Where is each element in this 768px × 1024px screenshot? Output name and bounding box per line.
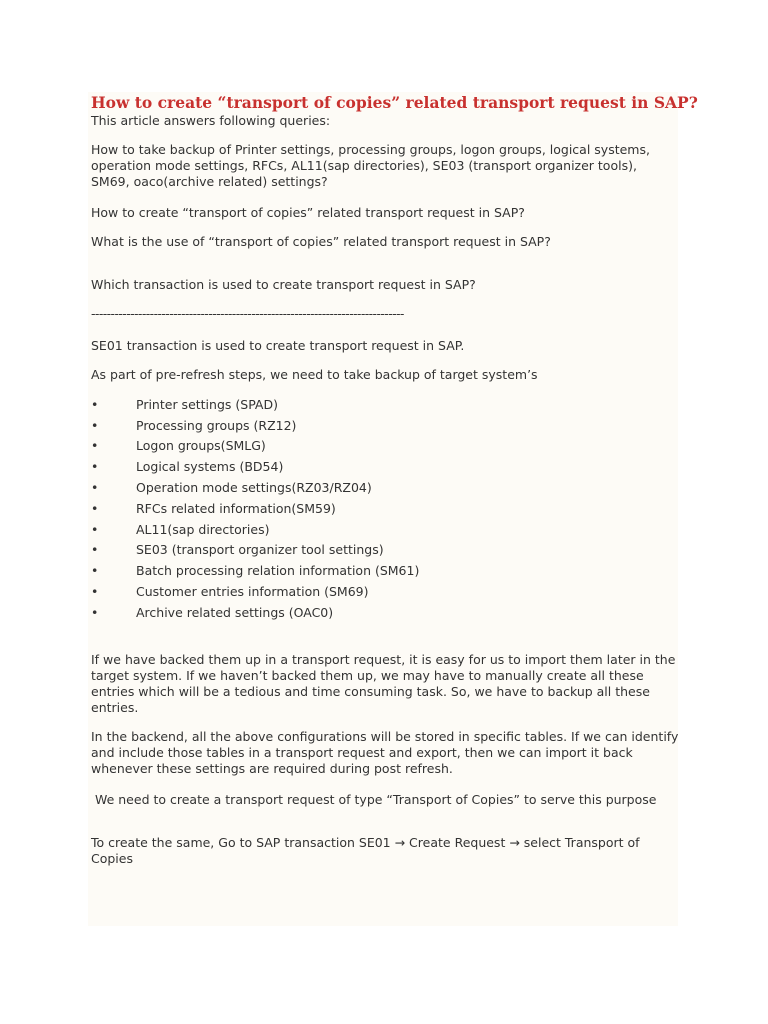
bullet-icon: • [91, 584, 99, 599]
answer-text: SE01 transaction is used to create transport request in SAP. [91, 338, 465, 353]
bullet-icon: • [91, 397, 99, 412]
list-item-label: SE03 (transport organizer tool settings) [136, 542, 384, 557]
backup-intro: As part of pre-refresh steps, we need to take backup of target system’s [91, 367, 538, 382]
list-item [91, 605, 571, 621]
list-item [91, 501, 571, 517]
list-item [91, 563, 571, 579]
list-item [91, 584, 571, 600]
list-item [91, 438, 571, 454]
paragraph-transport-type: We need to create a transport request of type “Transport of Copies” to serve this purpose [91, 792, 657, 807]
list-item-label: Archive related settings (OAC0) [136, 605, 334, 620]
list-item-label: Printer settings (SPAD) [136, 397, 278, 412]
list-item-label: Operation mode settings(RZ03/RZ04) [136, 480, 372, 495]
list-item [91, 418, 571, 434]
list-item [91, 542, 571, 558]
list-item [91, 522, 571, 538]
bullet-icon: • [91, 522, 99, 537]
query-create: How to create “transport of copies” related transport request in SAP? [91, 205, 525, 220]
bullet-icon: • [91, 501, 99, 516]
query-use: What is the use of “transport of copies” related transport request in SAP? [91, 234, 551, 249]
paragraph-backend-tables: In the backend, all the above configurations will be stored in specific tables. If we can identify and include those tables in a transport request and export, then we can import it back whenever these settings are required during post refresh. [91, 729, 679, 776]
paragraph-backup-reason: If we have backed them up in a transport request, it is easy for us to import them later in the target system. If we haven’t backed them up, we may have to manually create all these entries which will be a tedious and time consuming task. So, we have to backup all these entries. [91, 652, 676, 715]
bullet-icon: • [91, 563, 99, 578]
separator-line: -------------------------------------------------------------------------------- [91, 306, 404, 321]
intro-text: This article answers following queries: [91, 113, 331, 128]
bullet-icon: • [91, 459, 99, 474]
list-item-label: Logical systems (BD54) [136, 459, 284, 474]
bullet-icon: • [91, 605, 99, 620]
list-item [91, 480, 571, 496]
list-item-label: Batch processing relation information (SM61) [136, 563, 420, 578]
bullet-icon: • [91, 418, 99, 433]
paragraph-create-steps: To create the same, Go to SAP transaction SE01 → Create Request → select Transport of Copies [91, 835, 640, 866]
list-item [91, 459, 571, 475]
query-transaction: Which transaction is used to create transport request in SAP? [91, 277, 476, 292]
list-item-label: Customer entries information (SM69) [136, 584, 369, 599]
list-item-label: RFCs related information(SM59) [136, 501, 336, 516]
list-item-label: Processing groups (RZ12) [136, 418, 297, 433]
bullet-icon: • [91, 542, 99, 557]
list-item-label: Logon groups(SMLG) [136, 438, 266, 453]
article-title: How to create “transport of copies” related transport request in SAP? [91, 93, 698, 112]
query-backup: How to take backup of Printer settings, processing groups, logon groups, logical systems, operation mode settings, RFCs, AL11(sap directories), SE03 (transport organizer tools), SM69, oaco(archive related) settings? [91, 142, 650, 189]
bullet-icon: • [91, 480, 99, 495]
list-item [91, 397, 571, 413]
bullet-icon: • [91, 438, 99, 453]
list-item-label: AL11(sap directories) [136, 522, 270, 537]
